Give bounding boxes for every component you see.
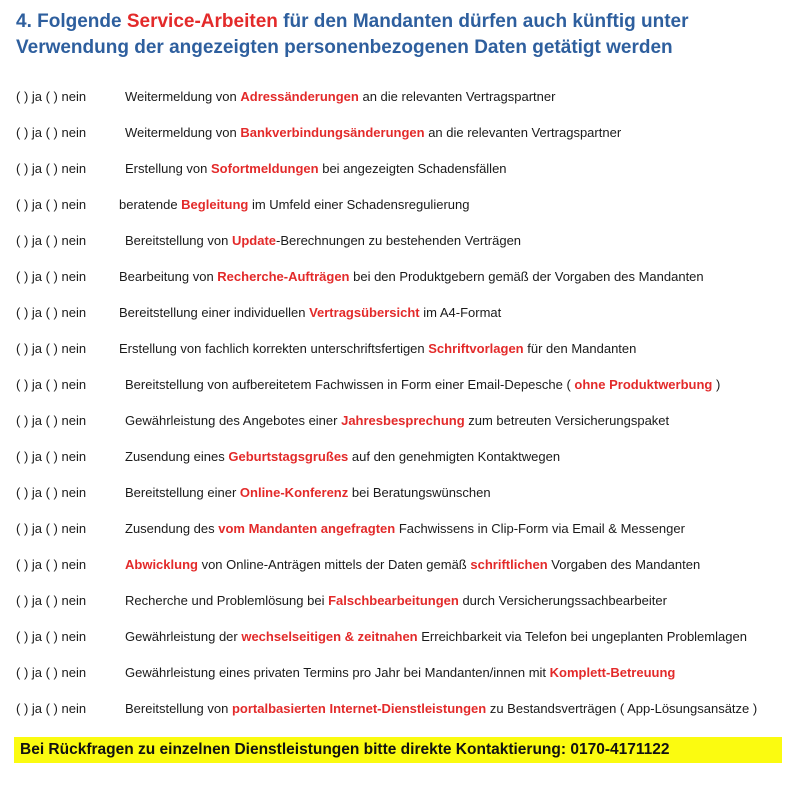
service-highlight: Begleitung — [181, 197, 249, 212]
service-text: an die relevanten Vertragspartner — [358, 89, 556, 104]
service-description — [125, 230, 521, 252]
service-highlight: Schriftvorlagen — [428, 341, 524, 356]
service-item — [16, 482, 796, 504]
service-description — [125, 482, 491, 504]
service-item — [16, 158, 796, 180]
service-highlight: Online-Konferenz — [239, 485, 349, 500]
service-description — [125, 158, 507, 180]
service-description — [119, 266, 704, 288]
service-text: durch Versicherungssachbearbeiter — [458, 593, 667, 608]
service-highlight: portalbasierten Internet-Dienstleistungen — [231, 701, 487, 716]
service-text: an die relevanten Vertragspartner — [424, 125, 622, 140]
service-text: für den Mandanten — [523, 341, 637, 356]
service-text: Erstellung von fachlich korrekten unterschriftsfertigen — [119, 341, 429, 356]
service-highlight: ohne Produktwerbung — [574, 377, 713, 392]
service-description — [125, 518, 685, 540]
heading-line1-suffix: für den Mandanten dürfen auch künftig unter — [277, 11, 689, 32]
service-text: Bereitstellung von — [125, 701, 232, 716]
ja-nein-options[interactable]: ( ) ja ( ) nein — [16, 521, 87, 536]
service-text: Erreichbarkeit via Telefon bei ungeplanten Problemlagen — [417, 629, 747, 644]
service-text: Gewährleistung eines privaten Termins pro Jahr bei Mandanten/innen mit — [125, 665, 550, 680]
service-text: Bereitstellung einer — [125, 485, 240, 500]
service-text: Bereitstellung einer individuellen — [119, 305, 310, 320]
heading-line1-prefix: 4. Folgende — [16, 11, 127, 32]
service-highlight: schriftlichen — [470, 557, 548, 572]
ja-nein-options[interactable]: ( ) ja ( ) nein — [16, 269, 87, 284]
ja-nein-options[interactable]: ( ) ja ( ) nein — [16, 305, 87, 320]
service-highlight: Jahresbesprechung — [341, 413, 465, 428]
service-text: Bearbeitung von — [119, 269, 218, 284]
service-text: im A4-Format — [419, 305, 502, 320]
service-description — [125, 446, 560, 468]
service-item — [16, 194, 796, 216]
service-item — [16, 230, 796, 252]
heading-line2: Verwendung der angezeigten personenbezogenen Daten getätigt werden — [16, 37, 673, 58]
service-highlight: Abwicklung — [125, 557, 198, 572]
service-highlight: Vertragsübersicht — [309, 305, 420, 320]
service-highlight: Geburtstagsgrußes — [228, 449, 349, 464]
service-description — [125, 86, 555, 108]
service-item — [16, 302, 796, 324]
service-text: Vorgaben des Mandanten — [547, 557, 701, 572]
service-item — [16, 86, 796, 108]
service-text: im Umfeld einer Schadensregulierung — [248, 197, 470, 212]
service-highlight: Komplett-Betreuung — [549, 665, 676, 680]
service-highlight: Adressänderungen — [240, 89, 359, 104]
service-item — [16, 554, 796, 576]
service-highlight: Recherche-Aufträgen — [217, 269, 350, 284]
service-text: Zusendung des — [125, 521, 219, 536]
service-text: auf den genehmigten Kontaktwegen — [348, 449, 561, 464]
service-description — [119, 194, 469, 216]
heading-highlight: Service-Arbeiten — [126, 11, 278, 32]
service-text: Weitermeldung von — [125, 125, 241, 140]
service-description — [119, 302, 501, 324]
ja-nein-options[interactable]: ( ) ja ( ) nein — [16, 701, 87, 716]
service-highlight: Bankverbindungsänderungen — [240, 125, 425, 140]
service-item — [16, 698, 796, 720]
service-description — [125, 662, 675, 684]
service-item — [16, 590, 796, 612]
service-item — [16, 446, 796, 468]
ja-nein-options[interactable]: ( ) ja ( ) nein — [16, 557, 87, 572]
service-text: Weitermeldung von — [125, 89, 241, 104]
service-text: Bereitstellung von aufbereitetem Fachwissen in Form einer Email-Depesche ( — [125, 377, 575, 392]
ja-nein-options[interactable]: ( ) ja ( ) nein — [16, 593, 87, 608]
service-text: bei den Produktgebern gemäß der Vorgaben des Mandanten — [349, 269, 704, 284]
service-text: Erstellung von — [125, 161, 211, 176]
service-text: Zusendung eines — [125, 449, 229, 464]
ja-nein-options[interactable]: ( ) ja ( ) nein — [16, 413, 87, 428]
ja-nein-options[interactable]: ( ) ja ( ) nein — [16, 665, 87, 680]
service-item — [16, 662, 796, 684]
service-text: Gewährleistung des Angebotes einer — [125, 413, 342, 428]
service-text: ) — [712, 377, 721, 392]
service-highlight: Falschbearbeitungen — [328, 593, 459, 608]
ja-nein-options[interactable]: ( ) ja ( ) nein — [16, 125, 87, 140]
service-description — [119, 338, 636, 360]
service-item — [16, 338, 796, 360]
service-highlight: vom Mandanten angefragten — [218, 521, 396, 536]
service-description — [125, 374, 720, 396]
service-text: Recherche und Problemlösung bei — [125, 593, 329, 608]
service-highlight: Sofortmeldungen — [211, 161, 319, 176]
service-text: zum betreuten Versicherungspaket — [464, 413, 670, 428]
ja-nein-options[interactable]: ( ) ja ( ) nein — [16, 377, 87, 392]
ja-nein-options[interactable]: ( ) ja ( ) nein — [16, 89, 87, 104]
service-highlight: Update — [231, 233, 277, 248]
service-description — [125, 698, 757, 720]
footer-contact-note: Bei Rückfragen zu einzelnen Dienstleistungen bitte direkte Kontaktierung: 0170-4171122 — [20, 741, 670, 758]
service-text: -Berechnungen zu bestehenden Verträgen — [276, 233, 522, 248]
service-item — [16, 122, 796, 144]
ja-nein-options[interactable]: ( ) ja ( ) nein — [16, 629, 87, 644]
service-text: Bereitstellung von — [125, 233, 232, 248]
ja-nein-options[interactable]: ( ) ja ( ) nein — [16, 233, 87, 248]
service-item — [16, 266, 796, 288]
service-item — [16, 626, 796, 648]
service-text: beratende — [119, 197, 182, 212]
service-description — [125, 122, 621, 144]
service-text: Gewährleistung der — [125, 629, 242, 644]
service-item — [16, 518, 796, 540]
service-text: Fachwissens in Clip-Form via Email & Messenger — [395, 521, 685, 536]
ja-nein-options[interactable]: ( ) ja ( ) nein — [16, 197, 87, 212]
ja-nein-options[interactable]: ( ) ja ( ) nein — [16, 341, 87, 356]
service-description — [125, 626, 747, 648]
service-item — [16, 410, 796, 432]
ja-nein-options[interactable]: ( ) ja ( ) nein — [16, 449, 87, 464]
service-description — [125, 410, 669, 432]
service-description — [125, 590, 667, 612]
ja-nein-options[interactable]: ( ) ja ( ) nein — [16, 485, 87, 500]
service-highlight: wechselseitigen & zeitnahen — [241, 629, 418, 644]
service-text: von Online-Anträgen mittels der Daten gemäß — [197, 557, 471, 572]
service-text: bei angezeigten Schadensfällen — [318, 161, 507, 176]
ja-nein-options[interactable]: ( ) ja ( ) nein — [16, 161, 87, 176]
service-description — [125, 554, 700, 576]
service-text: zu Bestandsverträgen ( App-Lösungsansätze ) — [486, 701, 758, 716]
service-item — [16, 374, 796, 396]
service-text: bei Beratungswünschen — [348, 485, 491, 500]
